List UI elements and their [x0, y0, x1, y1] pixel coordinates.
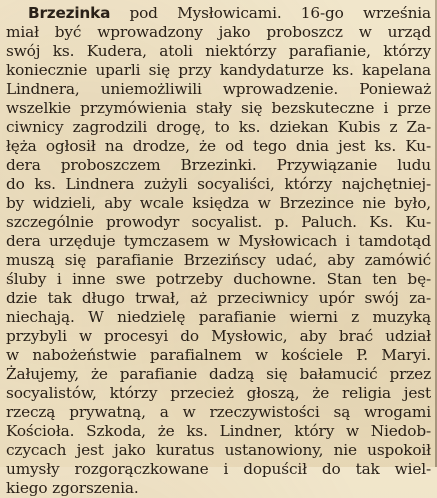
article-line-20: Żałujemy, że parafianie dadzą się bałamucić przez	[6, 365, 431, 383]
article-line-11: by widzieli, aby wcale księdza w Brzezince nie było,	[6, 194, 431, 212]
article-line-13: dera urzęduje tymczasem w Mysłowicach i tamdotąd	[6, 232, 431, 250]
article-line-21: socyalistów, którzy przecież głoszą, że religia jest	[6, 384, 431, 402]
article-line-1-text: pod Mysłowicami. 16-go września	[110, 4, 431, 22]
article-line-12: szczególnie prowodyr socyalist. p. Paluch. Ks. Ku-	[6, 213, 431, 231]
article-line-4: koniecznie uparli się przy kandydaturze ks. kapelana	[6, 61, 431, 79]
article-line-8: łęża ogłosił na drodze, że od tego dnia jest ks. Ku-	[6, 137, 431, 155]
article-headline: Brzezinka	[28, 4, 111, 22]
article-line-25: umysły rozgorączkowane i dopuścił do tak wiel-	[6, 460, 431, 478]
article-line-9: dera proboszczem Brzezinki. Przywiązanie ludu	[6, 156, 431, 174]
article-line-22: rzeczą prywatną, a w rzeczywistości są wrogami	[6, 403, 431, 421]
article-line-5: Lindnera, uniemożliwili wprowadzenie. Ponieważ	[6, 80, 431, 98]
article-line-16: dzie tak długo trwał, aż przeciwnicy upór swój za-	[6, 289, 431, 307]
article-line-26: kiego zgorszenia.	[6, 479, 139, 497]
article-line-14: muszą się parafianie Brzezińscy udać, aby zamówić	[6, 251, 431, 269]
article-line-24: czycach jest jako kuratus ustanowiony, nie uspokoił	[6, 441, 431, 459]
article-line-3: swój ks. Kudera, atoli niektórzy parafianie, którzy	[6, 42, 431, 60]
article-line-6: wszelkie przymówienia stały się bezskuteczne i prze	[6, 99, 431, 117]
article-line-1	[6, 4, 431, 23]
article-line-7: ciwnicy zagrodzili drogę, to ks. dziekan Kubis z Za-	[6, 118, 431, 136]
article-line-10: do ks. Lindnera zużyli socyaliści, którzy najchętniej-	[6, 175, 431, 193]
article-line-2: miał być wprowadzony jako proboszcz w urząd	[6, 23, 431, 41]
article-line-23: Kościoła. Szkoda, że ks. Lindner, który w Niedob-	[6, 422, 431, 440]
article-line-17: niechają. W niedzielę parafianie wierni z muzyką	[6, 308, 431, 326]
article-body	[6, 4, 431, 498]
article-line-18: przybyli w procesyi do Mysłowic, aby brać udział	[6, 327, 431, 345]
article-line-15: śluby i inne swe potrzeby duchowne. Stan ten bę-	[6, 270, 431, 288]
article-line-19: w nabożeństwie parafialnem w kościele P. Maryi.	[6, 346, 431, 364]
